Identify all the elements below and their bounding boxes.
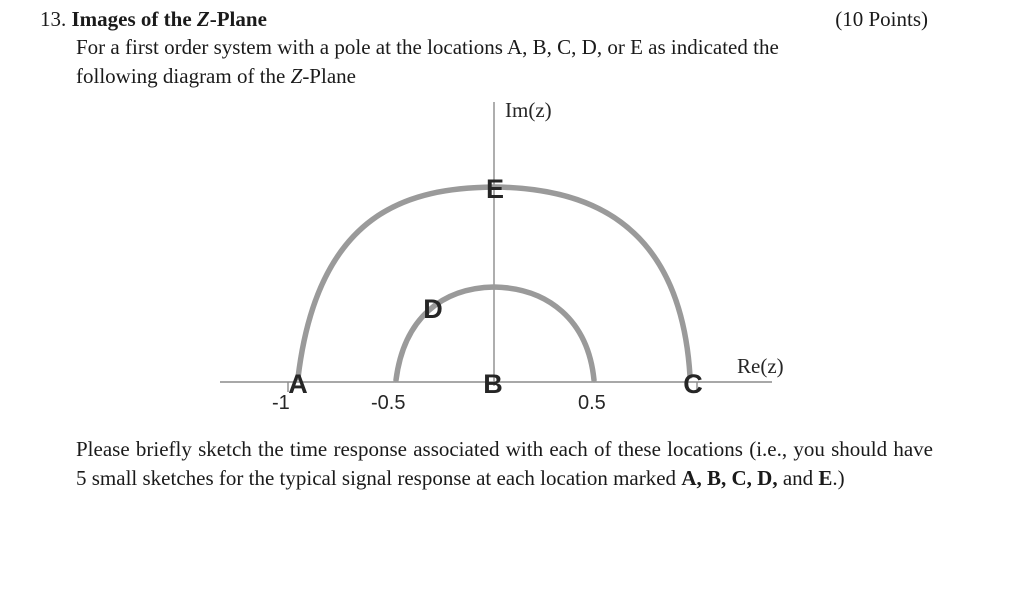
pole-label-d: D (423, 294, 443, 324)
intro-line-1: For a first order system with a pole at the locations A, B, C, D, or E as indicated the (76, 35, 779, 59)
question-points: (10 Points) (835, 7, 928, 31)
pole-label-b: B (483, 369, 503, 399)
pole-label-c: C (683, 369, 703, 399)
last-pole-marker: E (818, 465, 833, 490)
tick-label-pos-half: 0.5 (578, 392, 606, 414)
pole-label-a: A (288, 369, 308, 399)
re-axis-label: Re(z) (737, 354, 784, 378)
im-axis-label: Im(z) (505, 98, 552, 122)
question-title: Images of the Z-Plane (71, 7, 267, 31)
pole-markers: A, B, C, D, (681, 465, 778, 490)
intro-line-2: following diagram of the Z-Plane (76, 64, 356, 88)
tick-label-neg-half: -0.5 (371, 392, 406, 414)
instructions-paragraph: Please briefly sketch the time response associated with each of these locations (i.e., you should have 5 small sketches for the typical signal response at each location marked A, B, C, D, and E.) (76, 437, 933, 490)
question-number: 13. (40, 7, 67, 31)
pole-label-e: E (485, 174, 505, 204)
tick-label-neg-one: -1 (272, 392, 290, 414)
